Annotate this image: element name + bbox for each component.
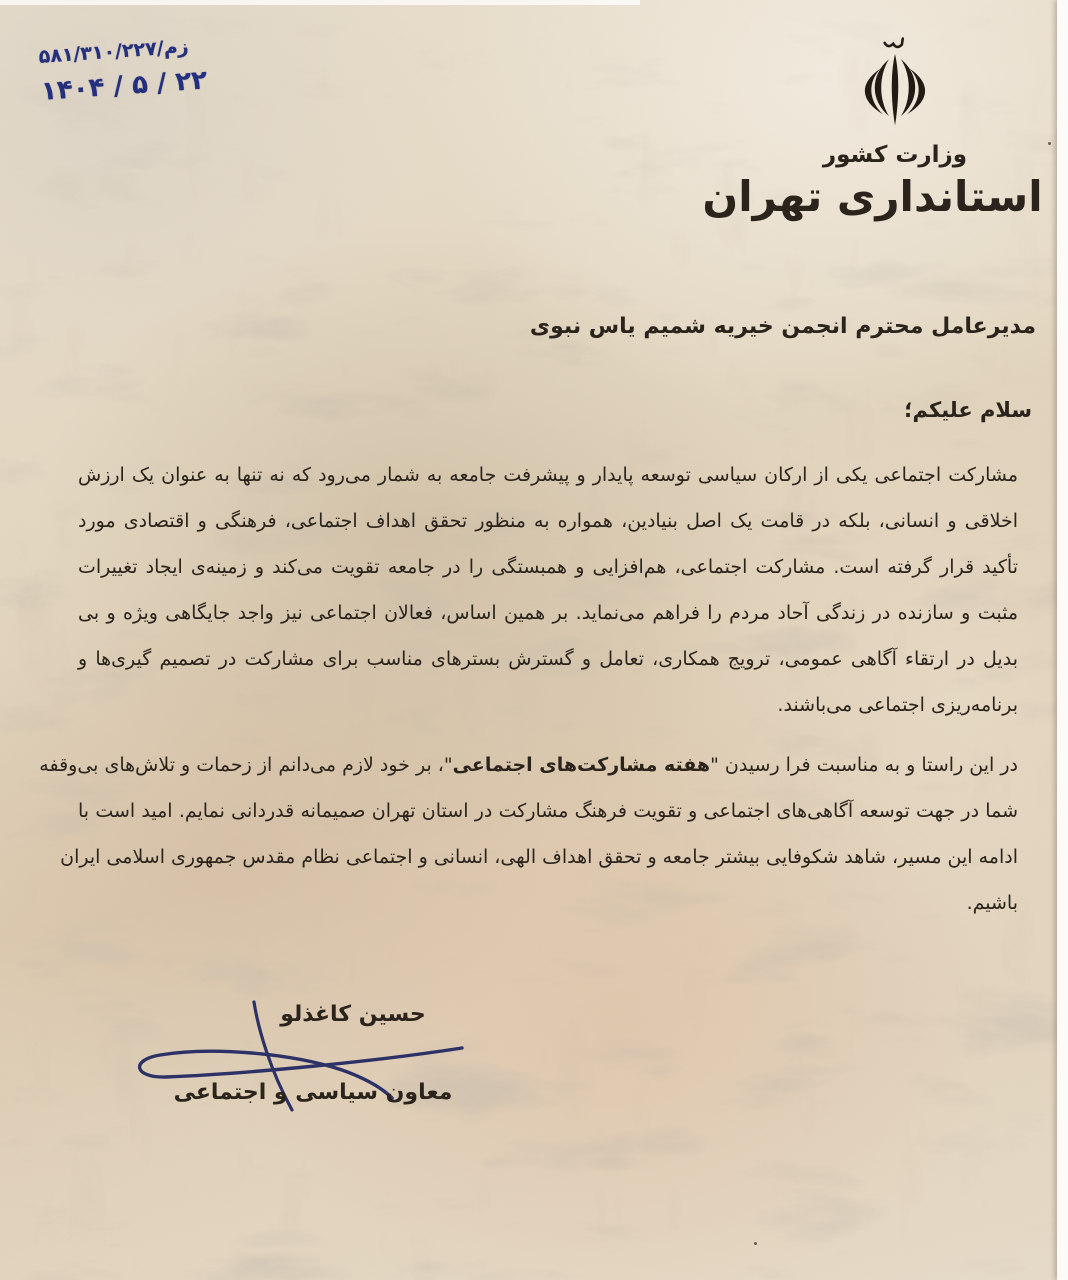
- body-line: اخلاقی و انسانی، بلکه در قامت یک اصل بنیادین، همواره به منظور تحقق اهداف اجتماعی، فرهنگی و اقتصادی مورد: [78, 510, 1018, 532]
- body-segment: در این راستا و به مناسبت فرا رسیدن ": [710, 754, 1018, 776]
- body-line: تأکید قرار گرفته است. مشارکت اجتماعی، هم‌افزایی و همبستگی را در جامعه تقویت می‌کند و زمینه‌ی ایجاد تغییرات: [78, 556, 1018, 578]
- body-segment: "، بر خود لازم می‌دانم از زحمات و تلاش‌های بی‌وقفه: [39, 754, 453, 776]
- reference-number: زم/۵۸۱/۳۱۰/۲۲۷: [38, 35, 190, 68]
- reference-block: [38, 34, 208, 106]
- body-line: [39, 742, 1018, 788]
- signatory-title: معاون سیاسی و اجتماعی: [173, 1080, 453, 1105]
- recipient-line: مدیرعامل محترم انجمن خیریه شمیم یاس نبوی: [529, 314, 1036, 339]
- scan-speck: [1048, 142, 1051, 145]
- body-line: بدیل در ارتقاء آگاهی عمومی، ترویج همکاری، تعامل و گسترش بسترهای مناسب برای مشارکت در تصمیم گیری‌ها و: [78, 648, 1018, 670]
- letter-body: [39, 452, 1018, 926]
- body-line: ادامه این مسیر، شاهد شکوفایی بیشتر جامعه و تحقق اهداف الهی، انسانی و اجتماعی نظام مقدس جمهوری اسلامی ایران: [60, 846, 1018, 868]
- scan-speck: [754, 1242, 757, 1245]
- scan-edge-top: [0, 0, 640, 5]
- salutation-line: سلام علیکم؛: [904, 398, 1032, 422]
- body-segment-bold: هفته مشارکت‌های اجتماعی: [452, 754, 711, 776]
- signatory-name: حسین کاغذلو: [280, 1002, 426, 1027]
- body-line: برنامه‌ریزی اجتماعی می‌باشند.: [777, 694, 1018, 716]
- reference-date: ۱۴۰۴ / ۵ / ۲۲: [40, 65, 209, 107]
- body-line: شما در جهت توسعه آگاهی‌های اجتماعی و تقویت فرهنگ مشارکت در استان تهران صمیمانه قدردانی نمایم. امید است با: [78, 800, 1018, 822]
- scan-edge-right: [1057, 0, 1068, 1280]
- organization-name: استانداری تهران: [702, 172, 1043, 221]
- body-line: باشیم.: [966, 892, 1018, 914]
- body-line: مثبت و سازنده در زندگی آحاد مردم را فراهم می‌نماید. بر همین اساس، فعالان اجتماعی نیز واجد جایگاهی ویژه و بی: [78, 602, 1018, 624]
- ministry-name: وزارت کشور: [822, 142, 968, 168]
- body-line: مشارکت اجتماعی یکی از ارکان سیاسی توسعه پایدار و پیشرفت جامعه به شمار می‌رود که نه تنها به عنوان یک ارزش: [78, 464, 1018, 486]
- iran-allah-emblem-icon: [852, 30, 938, 140]
